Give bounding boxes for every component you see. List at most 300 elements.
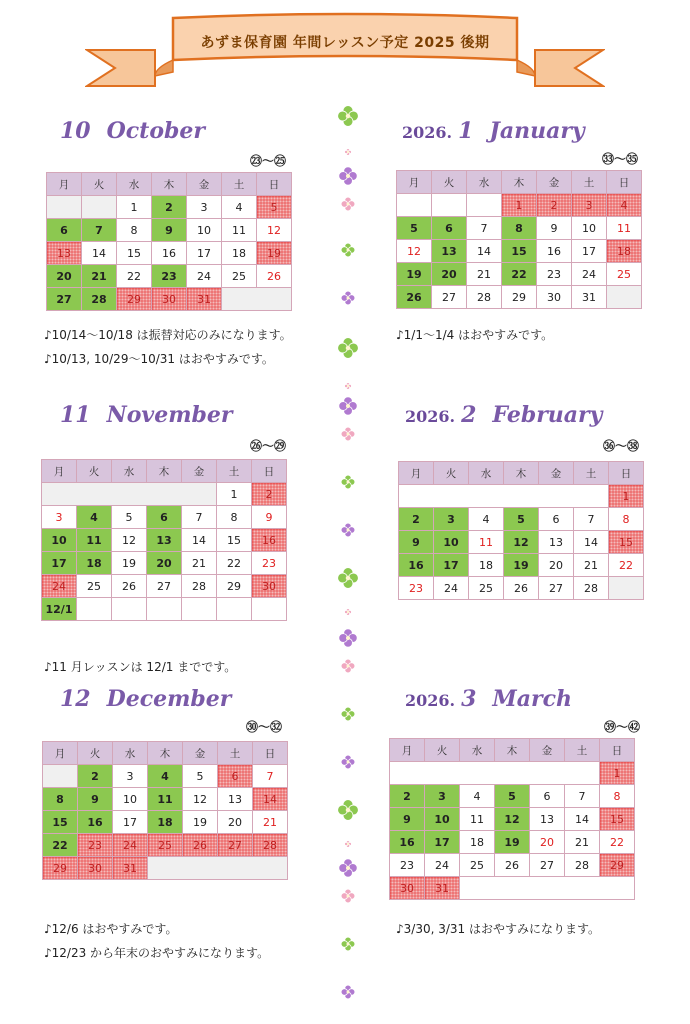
day-cell: 29 (117, 288, 152, 311)
weekday-header: 日 (252, 460, 287, 483)
weekday-header: 土 (565, 739, 600, 762)
day-cell (252, 598, 287, 621)
day-cell: 18 (607, 240, 642, 263)
day-cell: 13 (47, 242, 82, 265)
day-cell: 9 (390, 808, 425, 831)
day-cell: 25 (460, 854, 495, 877)
month-number: 3 (461, 686, 477, 712)
day-cell: 22 (43, 834, 78, 857)
day-cell: 4 (148, 765, 183, 788)
week-row (390, 808, 635, 831)
schedule-note: ♪3/30, 3/31 はおやすみになります。 (396, 922, 601, 936)
day-cell: 16 (78, 811, 113, 834)
schedule-note: ♪1/1〜1/4 はおやすみです。 (396, 328, 554, 342)
week-row (47, 219, 292, 242)
weekday-header: 水 (467, 171, 502, 194)
week-row (42, 575, 287, 598)
calendar-grid (389, 738, 635, 900)
weekday-header: 金 (539, 462, 574, 485)
weekday-header: 月 (390, 739, 425, 762)
week-row (399, 554, 644, 577)
flower-icon (341, 707, 355, 721)
day-cell: 17 (187, 242, 222, 265)
day-cell: 7 (467, 217, 502, 240)
day-cell: 9 (252, 506, 287, 529)
day-cell: 14 (182, 529, 217, 552)
week-row (397, 286, 642, 309)
flower-icon (338, 568, 359, 589)
day-cell: 4 (77, 506, 112, 529)
week-row (47, 196, 292, 219)
day-cell: 10 (572, 217, 607, 240)
day-cell: 24 (434, 577, 469, 600)
day-cell: 8 (43, 788, 78, 811)
day-cell: 26 (495, 854, 530, 877)
week-row (397, 240, 642, 263)
calendar-grid (41, 459, 287, 621)
week-row (43, 765, 288, 788)
calendar-grid (396, 170, 642, 309)
day-cell (42, 483, 217, 506)
day-cell: 6 (47, 219, 82, 242)
day-cell: 18 (222, 242, 257, 265)
flower-icon (341, 243, 355, 257)
week-row (47, 288, 292, 311)
day-cell: 16 (537, 240, 572, 263)
day-cell: 2 (390, 785, 425, 808)
weekday-header: 月 (42, 460, 77, 483)
day-cell: 28 (565, 854, 600, 877)
flower-icon (339, 167, 357, 185)
month-title (405, 686, 572, 712)
day-cell: 7 (82, 219, 117, 242)
weekday-header-row (43, 742, 288, 765)
day-cell: 24 (42, 575, 77, 598)
weekday-header-row (390, 739, 635, 762)
day-cell: 19 (112, 552, 147, 575)
flower-icon (341, 475, 355, 489)
day-cell: 19 (183, 811, 218, 834)
flower-icon (339, 397, 357, 415)
day-cell (609, 577, 644, 600)
day-cell: 4 (469, 508, 504, 531)
day-cell: 26 (112, 575, 147, 598)
day-cell: 10 (434, 531, 469, 554)
week-row (399, 577, 644, 600)
day-cell: 16 (390, 831, 425, 854)
day-cell: 3 (42, 506, 77, 529)
flower-icon (341, 523, 355, 537)
month-name: January (489, 118, 585, 144)
month-number: 12 (60, 686, 91, 712)
day-cell: 27 (432, 286, 467, 309)
day-cell: 26 (397, 286, 432, 309)
day-cell: 16 (399, 554, 434, 577)
day-cell: 31 (425, 877, 460, 900)
title-banner (85, 8, 605, 88)
day-cell: 27 (218, 834, 253, 857)
day-cell: 20 (47, 265, 82, 288)
day-cell: 6 (147, 506, 182, 529)
day-cell: 26 (183, 834, 218, 857)
day-cell: 12/1 (42, 598, 77, 621)
weekday-header: 月 (397, 171, 432, 194)
day-cell: 10 (113, 788, 148, 811)
weekday-header: 日 (609, 462, 644, 485)
day-cell: 17 (42, 552, 77, 575)
day-cell: 31 (572, 286, 607, 309)
day-cell: 30 (537, 286, 572, 309)
day-cell: 18 (469, 554, 504, 577)
weekday-header: 土 (218, 742, 253, 765)
day-cell: 16 (252, 529, 287, 552)
day-cell: 7 (253, 765, 288, 788)
weekday-header: 火 (77, 460, 112, 483)
day-cell: 20 (530, 831, 565, 854)
lesson-range: ㉓〜㉕ (250, 154, 287, 168)
year-label: 2026. (402, 123, 453, 142)
week-row (390, 831, 635, 854)
day-cell: 13 (539, 531, 574, 554)
day-cell: 25 (607, 263, 642, 286)
weekday-header-row (399, 462, 644, 485)
week-row (47, 265, 292, 288)
day-cell: 27 (147, 575, 182, 598)
day-cell (148, 857, 288, 880)
flower-icon (341, 755, 355, 769)
weekday-header: 木 (504, 462, 539, 485)
day-cell: 24 (113, 834, 148, 857)
weekday-header: 土 (574, 462, 609, 485)
flower-icon (345, 841, 352, 848)
day-cell: 3 (434, 508, 469, 531)
day-cell: 12 (257, 219, 292, 242)
flower-icon (341, 937, 355, 951)
day-cell: 31 (187, 288, 222, 311)
day-cell (43, 765, 78, 788)
day-cell (82, 196, 117, 219)
flower-icon (339, 859, 357, 877)
weekday-header: 金 (537, 171, 572, 194)
day-cell: 29 (502, 286, 537, 309)
weekday-header-row (47, 173, 292, 196)
day-cell (112, 598, 147, 621)
day-cell: 7 (182, 506, 217, 529)
day-cell (397, 194, 432, 217)
day-cell: 30 (252, 575, 287, 598)
schedule-note: ♪10/13, 10/29〜10/31 はおやすみです。 (44, 352, 274, 366)
day-cell (460, 877, 635, 900)
week-row (390, 785, 635, 808)
day-cell: 1 (217, 483, 252, 506)
day-cell: 10 (42, 529, 77, 552)
weekday-header: 日 (257, 173, 292, 196)
weekday-header: 火 (78, 742, 113, 765)
day-cell: 26 (504, 577, 539, 600)
week-row (42, 598, 287, 621)
day-cell: 31 (113, 857, 148, 880)
day-cell: 28 (82, 288, 117, 311)
calendar-grid (42, 741, 288, 880)
day-cell: 13 (432, 240, 467, 263)
day-cell: 21 (467, 263, 502, 286)
day-cell: 1 (609, 485, 644, 508)
day-cell: 4 (460, 785, 495, 808)
weekday-header: 水 (469, 462, 504, 485)
day-cell: 4 (222, 196, 257, 219)
day-cell: 12 (397, 240, 432, 263)
day-cell: 23 (152, 265, 187, 288)
month-title (402, 118, 585, 144)
weekday-header: 水 (117, 173, 152, 196)
day-cell: 17 (113, 811, 148, 834)
weekday-header: 水 (112, 460, 147, 483)
day-cell (217, 598, 252, 621)
weekday-header: 木 (502, 171, 537, 194)
week-row (42, 483, 287, 506)
week-row (397, 263, 642, 286)
flower-icon (345, 383, 352, 390)
day-cell: 17 (572, 240, 607, 263)
lesson-range: ㉚〜㉜ (246, 720, 283, 734)
flower-icon (338, 106, 359, 127)
lesson-range: ㉝〜㉟ (602, 152, 639, 166)
day-cell: 7 (574, 508, 609, 531)
day-cell: 4 (607, 194, 642, 217)
day-cell: 28 (182, 575, 217, 598)
day-cell: 11 (469, 531, 504, 554)
day-cell (399, 485, 609, 508)
year-label: 2026. (405, 691, 456, 710)
day-cell: 2 (537, 194, 572, 217)
day-cell: 25 (222, 265, 257, 288)
day-cell: 24 (187, 265, 222, 288)
day-cell: 13 (147, 529, 182, 552)
calendar-grid (398, 461, 644, 600)
day-cell: 22 (117, 265, 152, 288)
day-cell: 18 (148, 811, 183, 834)
day-cell: 11 (460, 808, 495, 831)
lesson-range: ㉖〜㉙ (250, 439, 287, 453)
day-cell: 20 (539, 554, 574, 577)
day-cell: 23 (390, 854, 425, 877)
week-row (43, 788, 288, 811)
week-row (399, 531, 644, 554)
day-cell: 11 (148, 788, 183, 811)
week-row (399, 485, 644, 508)
day-cell: 10 (425, 808, 460, 831)
weekday-header: 木 (152, 173, 187, 196)
flower-icon (345, 609, 352, 616)
flower-icon (341, 427, 355, 441)
day-cell: 17 (434, 554, 469, 577)
day-cell: 29 (600, 854, 635, 877)
day-cell: 5 (495, 785, 530, 808)
flower-icon (341, 889, 355, 903)
weekday-header: 日 (600, 739, 635, 762)
day-cell: 5 (112, 506, 147, 529)
day-cell (47, 196, 82, 219)
day-cell: 29 (217, 575, 252, 598)
day-cell: 30 (78, 857, 113, 880)
month-title (60, 402, 232, 428)
flower-icon (345, 149, 352, 156)
flower-icon (341, 197, 355, 211)
day-cell: 2 (152, 196, 187, 219)
day-cell: 20 (218, 811, 253, 834)
year-label: 2026. (405, 407, 456, 426)
day-cell: 15 (609, 531, 644, 554)
week-row (42, 506, 287, 529)
day-cell: 5 (397, 217, 432, 240)
day-cell: 5 (504, 508, 539, 531)
weekday-header: 月 (47, 173, 82, 196)
day-cell: 5 (183, 765, 218, 788)
day-cell: 25 (77, 575, 112, 598)
day-cell: 5 (257, 196, 292, 219)
day-cell: 14 (82, 242, 117, 265)
weekday-header: 金 (182, 460, 217, 483)
month-name: November (106, 402, 233, 428)
flower-icon (339, 629, 357, 647)
weekday-header: 木 (148, 742, 183, 765)
day-cell: 13 (218, 788, 253, 811)
day-cell: 15 (502, 240, 537, 263)
month-name: December (106, 686, 232, 712)
day-cell (77, 598, 112, 621)
day-cell: 24 (572, 263, 607, 286)
week-row (43, 857, 288, 880)
day-cell: 14 (253, 788, 288, 811)
day-cell: 25 (469, 577, 504, 600)
day-cell (467, 194, 502, 217)
day-cell: 21 (182, 552, 217, 575)
day-cell: 18 (77, 552, 112, 575)
day-cell: 15 (43, 811, 78, 834)
week-row (43, 834, 288, 857)
weekday-header: 日 (253, 742, 288, 765)
week-row (43, 811, 288, 834)
weekday-header: 木 (495, 739, 530, 762)
week-row (47, 242, 292, 265)
weekday-header-row (397, 171, 642, 194)
day-cell: 2 (399, 508, 434, 531)
day-cell (147, 598, 182, 621)
day-cell: 22 (217, 552, 252, 575)
day-cell: 13 (530, 808, 565, 831)
day-cell: 28 (574, 577, 609, 600)
day-cell: 1 (600, 762, 635, 785)
day-cell: 19 (504, 554, 539, 577)
week-row (42, 529, 287, 552)
day-cell (222, 288, 292, 311)
month-name: October (106, 118, 205, 144)
flower-icon (341, 659, 355, 673)
day-cell: 1 (502, 194, 537, 217)
day-cell: 23 (399, 577, 434, 600)
day-cell: 8 (217, 506, 252, 529)
day-cell: 20 (432, 263, 467, 286)
day-cell (182, 598, 217, 621)
weekday-header: 日 (607, 171, 642, 194)
day-cell: 9 (399, 531, 434, 554)
day-cell: 8 (117, 219, 152, 242)
day-cell: 1 (117, 196, 152, 219)
day-cell: 20 (147, 552, 182, 575)
weekday-header: 火 (432, 171, 467, 194)
day-cell: 23 (252, 552, 287, 575)
flower-divider-decoration (333, 100, 363, 1020)
month-name: February (492, 402, 603, 428)
day-cell: 22 (609, 554, 644, 577)
weekday-header: 水 (113, 742, 148, 765)
day-cell: 28 (467, 286, 502, 309)
weekday-header: 金 (183, 742, 218, 765)
weekday-header: 金 (530, 739, 565, 762)
weekday-header: 火 (425, 739, 460, 762)
banner-title: あずま保育園 年間レッスン予定 2025 後期 (200, 35, 490, 51)
day-cell: 2 (252, 483, 287, 506)
flower-icon (341, 985, 355, 999)
month-title (60, 118, 205, 144)
weekday-header: 水 (460, 739, 495, 762)
day-cell: 9 (78, 788, 113, 811)
day-cell: 14 (565, 808, 600, 831)
day-cell: 26 (257, 265, 292, 288)
month-title (405, 402, 602, 428)
day-cell: 22 (600, 831, 635, 854)
lesson-range: ㊱〜㊳ (603, 439, 640, 453)
weekday-header: 火 (82, 173, 117, 196)
week-row (397, 194, 642, 217)
week-row (399, 508, 644, 531)
day-cell: 27 (539, 577, 574, 600)
day-cell: 28 (253, 834, 288, 857)
day-cell (432, 194, 467, 217)
schedule-note: ♪12/23 から年末のおやすみになります。 (44, 946, 270, 960)
day-cell: 19 (495, 831, 530, 854)
day-cell: 24 (425, 854, 460, 877)
day-cell: 30 (390, 877, 425, 900)
day-cell: 21 (253, 811, 288, 834)
day-cell: 8 (609, 508, 644, 531)
day-cell: 29 (43, 857, 78, 880)
weekday-header: 土 (572, 171, 607, 194)
day-cell: 6 (530, 785, 565, 808)
day-cell: 15 (117, 242, 152, 265)
month-number: 1 (458, 118, 474, 144)
day-cell: 8 (502, 217, 537, 240)
weekday-header: 金 (187, 173, 222, 196)
day-cell: 12 (504, 531, 539, 554)
day-cell: 27 (47, 288, 82, 311)
flower-icon (338, 338, 359, 359)
day-cell: 21 (565, 831, 600, 854)
day-cell: 12 (112, 529, 147, 552)
day-cell: 3 (425, 785, 460, 808)
day-cell: 14 (574, 531, 609, 554)
day-cell: 11 (77, 529, 112, 552)
day-cell: 19 (397, 263, 432, 286)
day-cell: 3 (113, 765, 148, 788)
day-cell (390, 762, 600, 785)
day-cell: 15 (600, 808, 635, 831)
day-cell: 14 (467, 240, 502, 263)
day-cell: 11 (607, 217, 642, 240)
day-cell: 23 (537, 263, 572, 286)
day-cell: 21 (574, 554, 609, 577)
day-cell: 21 (82, 265, 117, 288)
